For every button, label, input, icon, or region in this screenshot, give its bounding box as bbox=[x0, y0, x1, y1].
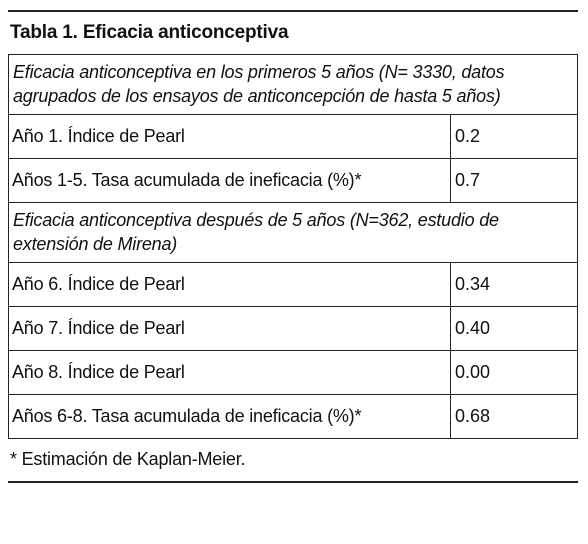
table-row bbox=[8, 307, 578, 351]
table-row bbox=[8, 159, 578, 203]
row-label: Años 1-5. Tasa acumulada de ineficacia (%)* bbox=[9, 159, 451, 202]
table-row bbox=[8, 263, 578, 307]
row-value: 0.7 bbox=[455, 170, 481, 190]
row-value: 0.68 bbox=[455, 406, 491, 426]
row-label: Año 8. Índice de Pearl bbox=[9, 351, 451, 394]
section-heading-first-5-years: Eficacia anticonceptiva en los primeros 5 años (N= 3330, datos agrupados de los ensayos de anticoncepción de hasta 5 años) bbox=[8, 55, 578, 115]
row-value: 0.40 bbox=[455, 318, 491, 338]
row-value: 0.34 bbox=[455, 274, 491, 294]
row-value: 0.00 bbox=[455, 362, 491, 382]
row-label: Año 7. Índice de Pearl bbox=[9, 307, 451, 350]
table-footnote: * Estimación de Kaplan-Meier. bbox=[10, 449, 246, 469]
row-label: Años 6-8. Tasa acumulada de ineficacia (%)* bbox=[9, 395, 451, 438]
section-heading-after-5-years: Eficacia anticonceptiva después de 5 años (N=362, estudio de extensión de Mirena) bbox=[8, 203, 578, 263]
table-title: Tabla 1. Eficacia anticonceptiva bbox=[8, 12, 578, 55]
row-label: Año 6. Índice de Pearl bbox=[9, 263, 451, 306]
table-row bbox=[8, 115, 578, 159]
table-row bbox=[8, 395, 578, 439]
row-value: 0.2 bbox=[455, 126, 481, 146]
bottom-rule bbox=[8, 481, 578, 483]
table-row bbox=[8, 351, 578, 395]
row-label: Año 1. Índice de Pearl bbox=[9, 115, 451, 158]
efficacy-table bbox=[8, 10, 578, 483]
